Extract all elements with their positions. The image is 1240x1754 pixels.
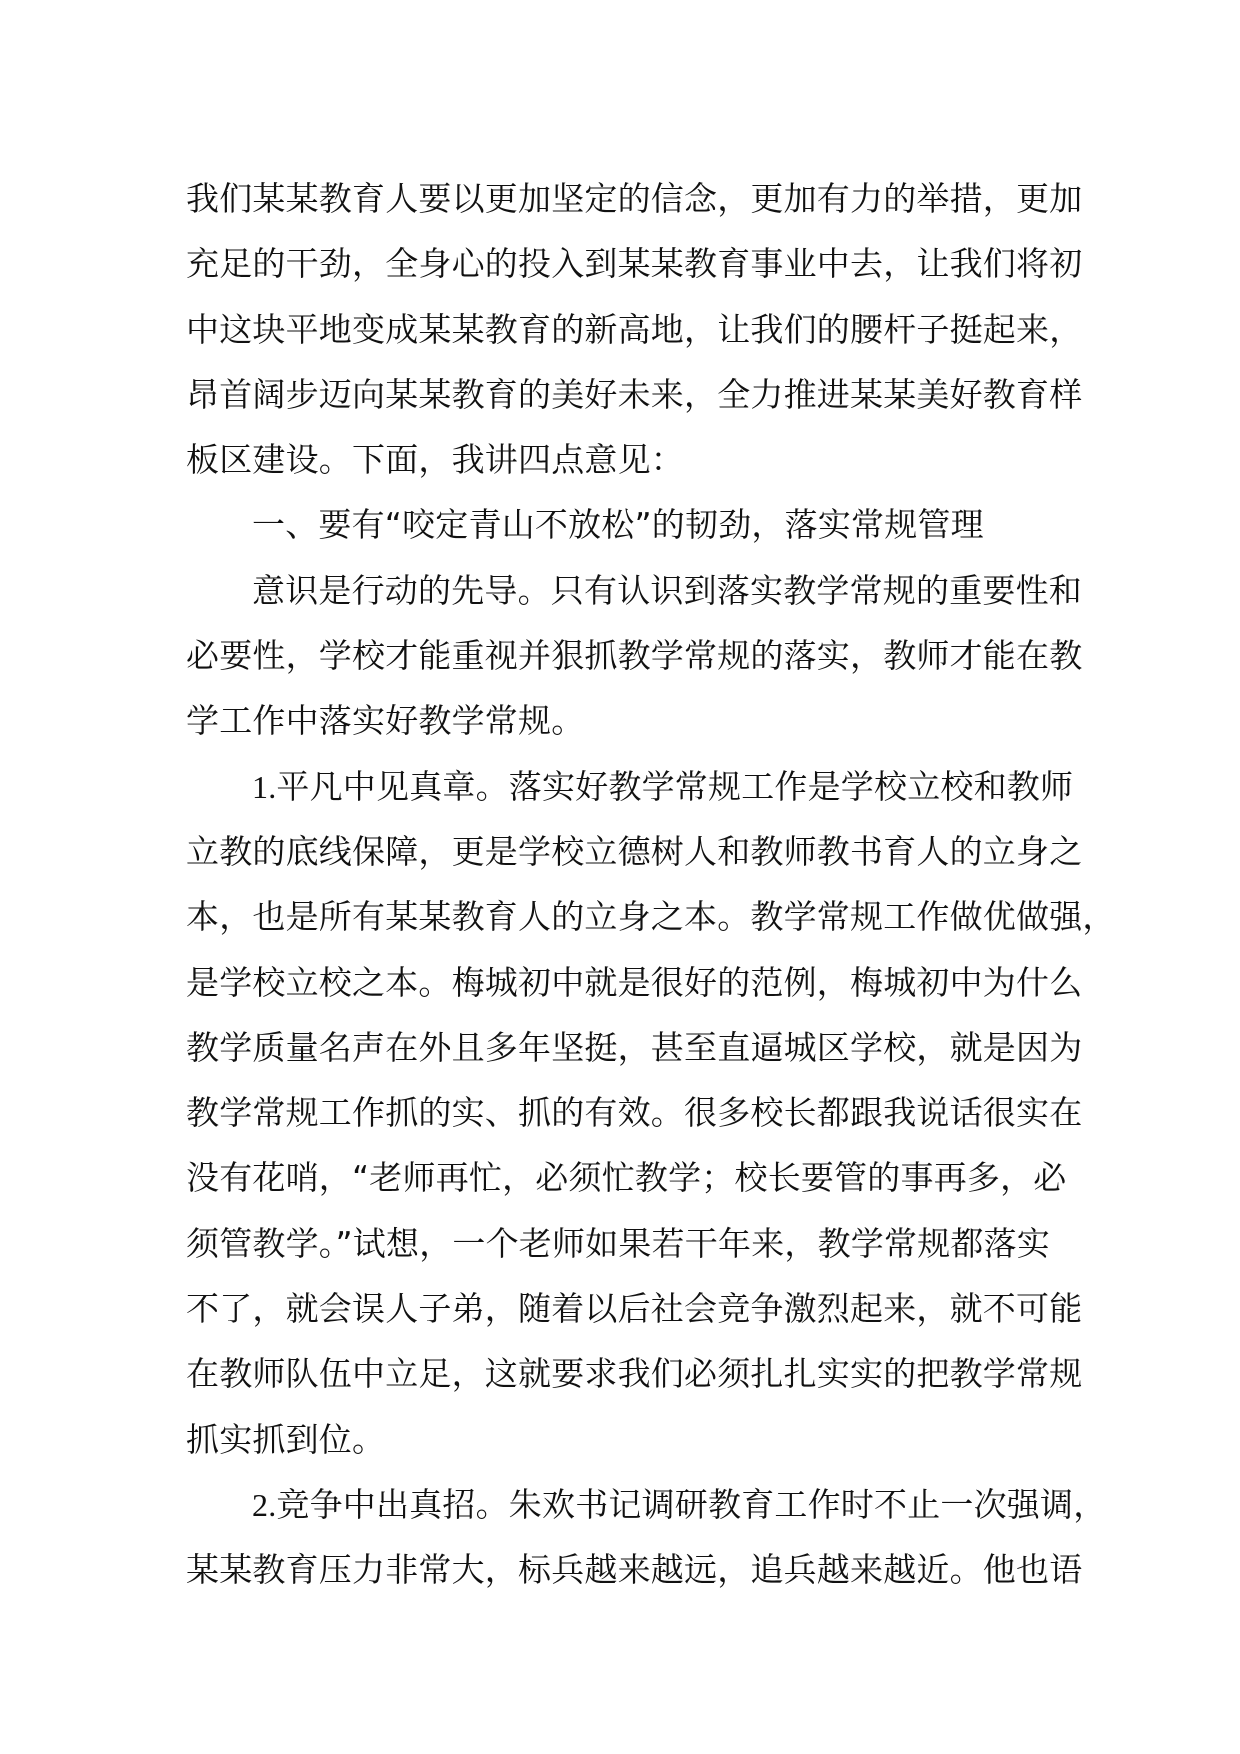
body-line: 教学常规工作抓的实、抓的有效。很多校长都跟我说话很实在 xyxy=(186,1093,1083,1133)
body-line: 学工作中落实好教学常规。 xyxy=(186,701,585,741)
list-number-1: 1. xyxy=(252,768,277,805)
body-line: 立教的底线保障，更是学校立德树人和教师教书育人的立身之 xyxy=(186,831,1083,871)
body-line: 抓实抓到位。 xyxy=(186,1419,386,1459)
body-line: 在教师队伍中立足，这就要求我们必须扎扎实实的把教学常规 xyxy=(186,1354,1083,1394)
list-item-1-text: 平凡中见真章。落实好教学常规工作是学校立校和教师 xyxy=(276,766,1074,806)
body-line: 意识是行动的先导。只有认识到落实教学常规的重要性和 xyxy=(252,570,1082,610)
body-line: 板区建设。下面，我讲四点意见： xyxy=(186,440,684,480)
body-line: 中这块平地变成某某教育的新高地，让我们的腰杆子挺起来， xyxy=(186,309,1083,349)
body-line: 某某教育压力非常大，标兵越来越远，追兵越来越近。他也语 xyxy=(186,1550,1083,1590)
body-line: 充足的干劲，全身心的投入到某某教育事业中去，让我们将初 xyxy=(186,244,1083,284)
body-line: 不了，就会误人子弟，随着以后社会竞争激烈起来，就不可能 xyxy=(186,1289,1083,1329)
body-line: 昂首阔步迈向某某教育的美好未来，全力推进某某美好教育样 xyxy=(186,374,1083,414)
list-item-2-line xyxy=(186,1472,1107,1537)
list-item-1-line xyxy=(186,754,1086,819)
document-body xyxy=(186,166,1116,1603)
body-line: 须管教学。”试想，一个老师如果若干年来，教学常规都落实 xyxy=(186,1223,1050,1263)
body-line: 必要性，学校才能重视并狠抓教学常规的落实，教师才能在教 xyxy=(186,636,1083,676)
body-line: 没有花哨，“老师再忙，必须忙教学；校长要管的事再多，必 xyxy=(186,1158,1067,1198)
body-line: 本，也是所有某某教育人的立身之本。教学常规工作做优做强， xyxy=(186,897,1116,937)
section-heading-1: 一、要有“咬定青山不放松”的韧劲，落实常规管理 xyxy=(252,505,984,545)
body-line: 是学校立校之本。梅城初中就是很好的范例，梅城初中为什么 xyxy=(186,962,1083,1002)
body-line: 我们某某教育人要以更加坚定的信念，更加有力的举措，更加 xyxy=(186,179,1083,218)
list-number-2: 2. xyxy=(252,1486,277,1523)
list-item-2-text: 竞争中出真招。朱欢书记调研教育工作时不止一次强调， xyxy=(276,1484,1107,1524)
body-line: 教学质量名声在外且多年坚挺，甚至直逼城区学校，就是因为 xyxy=(186,1027,1083,1067)
